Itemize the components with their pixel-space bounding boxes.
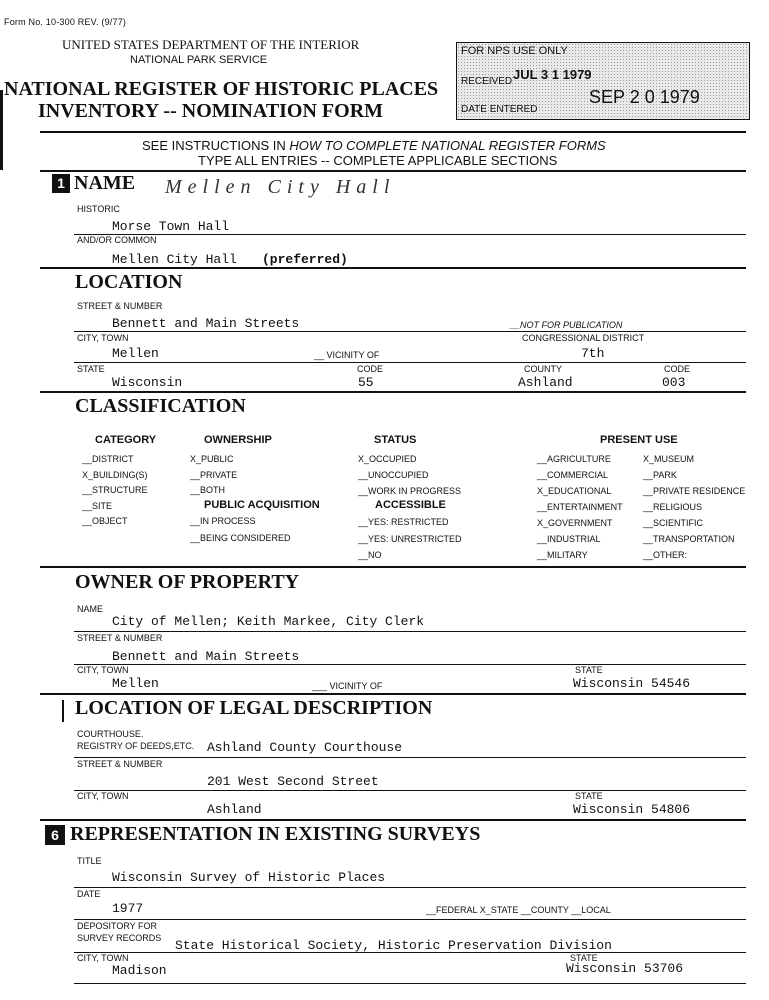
ownership-private: __PRIVATE: [190, 470, 238, 480]
survey-date-value: 1977: [112, 901, 144, 916]
category-object: __OBJECT: [82, 516, 128, 526]
service-name: NATIONAL PARK SERVICE: [130, 54, 268, 66]
field-line: [74, 887, 746, 888]
use-private-residence: __PRIVATE RESIDENCE: [643, 486, 746, 496]
category-heading: CATEGORY: [95, 434, 157, 446]
survey-title-value: Wisconsin Survey of Historic Places: [112, 870, 386, 885]
form-title-line1: NATIONAL REGISTER OF HISTORIC PLACES: [4, 78, 439, 100]
survey-city-value: Madison: [112, 963, 167, 978]
owner-name-label: NAME: [77, 604, 104, 614]
divider: [40, 391, 746, 393]
common-value: Mellen City Hall: [112, 252, 237, 267]
state-value: Wisconsin: [112, 375, 183, 390]
legal-street-value: 201 West Second Street: [207, 774, 379, 789]
accessible-heading: ACCESSIBLE: [375, 499, 446, 511]
section-title-surveys: REPRESENTATION IN EXISTING SURVEYS: [70, 823, 481, 845]
section-title-classification: CLASSIFICATION: [75, 395, 246, 417]
county-code-label: CODE: [664, 364, 691, 374]
acquisition-being-considered: __BEING CONSIDERED: [190, 533, 291, 543]
depository-value: State Historical Society, Historic Preservation Division: [175, 938, 612, 953]
owner-state-label: STATE: [575, 665, 603, 675]
left-edge-mark: [0, 90, 3, 170]
owner-street-label: STREET & NUMBER: [77, 633, 163, 643]
owner-street-value: Bennett and Main Streets: [112, 649, 300, 664]
congressional-district-value: 7th: [581, 346, 605, 361]
divider: [40, 819, 746, 821]
use-military: __MILITARY: [537, 550, 588, 560]
owner-state-value: Wisconsin 54546: [573, 676, 691, 691]
field-line: [74, 331, 746, 332]
field-line: [74, 919, 746, 920]
accessible-no: __NO: [358, 550, 382, 560]
state-code-value: 55: [358, 375, 374, 390]
category-site: __SITE: [82, 501, 113, 511]
category-structure: __STRUCTURE: [82, 485, 148, 495]
accessible-restricted: __YES: RESTRICTED: [358, 517, 449, 527]
field-line: [74, 757, 746, 758]
nps-box-title: FOR NPS USE ONLY: [461, 45, 568, 57]
field-line: [74, 952, 746, 953]
present-use-heading: PRESENT USE: [600, 434, 678, 446]
use-transportation: __TRANSPORTATION: [643, 534, 735, 544]
field-line: [74, 983, 746, 984]
historic-value: Morse Town Hall: [112, 219, 230, 234]
use-entertainment: __ENTERTAINMENT: [537, 502, 623, 512]
status-heading: STATUS: [374, 434, 417, 446]
ownership-public: X_PUBLIC: [190, 454, 234, 464]
form-number: Form No. 10-300 REV. (9/77): [4, 17, 127, 27]
acquisition-in-process: __IN PROCESS: [190, 516, 256, 526]
survey-date-label: DATE: [77, 889, 101, 899]
courthouse-label: COURTHOUSE.: [77, 729, 144, 739]
common-note: (preferred): [262, 252, 348, 267]
survey-title-label: TITLE: [77, 856, 102, 866]
section-number-badge: 6: [45, 825, 65, 845]
use-scientific: __SCIENTIFIC: [643, 518, 704, 528]
accessible-unrestricted: __YES: UNRESTRICTED: [358, 534, 462, 544]
street-value: Bennett and Main Streets: [112, 316, 300, 331]
received-stamp: JUL 3 1 1979: [513, 67, 592, 82]
legal-street-label: STREET & NUMBER: [77, 759, 163, 769]
department-name: UNITED STATES DEPARTMENT OF THE INTERIOR: [62, 37, 360, 52]
depository-label: DEPOSITORY FOR: [77, 921, 158, 931]
ownership-heading: OWNERSHIP: [204, 434, 272, 446]
form-title-line2: INVENTORY -- NOMINATION FORM: [38, 100, 384, 122]
courthouse-value: Ashland County Courthouse: [207, 740, 403, 755]
use-park: __PARK: [643, 470, 677, 480]
status-unoccupied: __UNOCCUPIED: [358, 470, 429, 480]
owner-vicinity-label: ___ VICINITY OF: [312, 681, 383, 691]
survey-state-label: STATE: [570, 953, 598, 963]
divider: [40, 693, 746, 695]
category-buildings: X_BUILDING(S): [82, 470, 148, 480]
category-district: __DISTRICT: [82, 454, 134, 464]
use-educational: X_EDUCATIONAL: [537, 486, 612, 496]
use-commercial: __COMMERCIAL: [537, 470, 609, 480]
divider: [40, 566, 746, 568]
congressional-district-label: CONGRESSIONAL DISTRICT: [522, 333, 645, 343]
survey-state-value: Wisconsin 53706: [566, 961, 684, 976]
divider: [40, 267, 746, 269]
common-label: AND/OR COMMON: [77, 235, 157, 245]
section-title-owner: OWNER OF PROPERTY: [75, 571, 300, 593]
field-line: [74, 790, 746, 791]
field-line: [74, 234, 746, 235]
section-title-location: LOCATION: [75, 271, 183, 293]
county-value: Ashland: [518, 375, 573, 390]
survey-records-label: SURVEY RECORDS: [77, 933, 162, 943]
owner-name-value: City of Mellen; Keith Markee, City Clerk: [112, 614, 425, 629]
city-value: Mellen: [112, 346, 159, 361]
street-label: STREET & NUMBER: [77, 301, 163, 311]
state-label: STATE: [77, 364, 105, 374]
owner-city-label: CITY, TOWN: [77, 665, 129, 675]
status-work-in-progress: __WORK IN PROGRESS: [358, 486, 462, 496]
vicinity-label: __ VICINITY OF: [314, 350, 380, 360]
legal-state-label: STATE: [575, 791, 603, 801]
section-number-badge: 1: [52, 174, 70, 193]
use-museum: X_MUSEUM: [643, 454, 695, 464]
instructions-line2: TYPE ALL ENTRIES -- COMPLETE APPLICABLE SECTIONS: [198, 153, 558, 168]
divider: [40, 131, 746, 133]
survey-levels: __FEDERAL X_STATE __COUNTY __LOCAL: [426, 905, 611, 915]
date-entered-stamp: SEP 2 0 1979: [589, 87, 700, 107]
city-label: CITY, TOWN: [77, 333, 129, 343]
handwritten-name: Mellen City Hall: [165, 176, 396, 198]
county-code-value: 003: [662, 375, 686, 390]
legal-city-value: Ashland: [207, 802, 262, 817]
owner-city-value: Mellen: [112, 676, 159, 691]
use-agriculture: __AGRICULTURE: [537, 454, 611, 464]
nps-use-box: [456, 42, 750, 120]
field-line: [74, 664, 746, 665]
section-title-name: NAME: [74, 172, 136, 194]
section-title-legal: LOCATION OF LEGAL DESCRIPTION: [75, 697, 433, 719]
margin-mark: [62, 700, 64, 722]
not-for-publication: __NOT FOR PUBLICATION: [510, 320, 623, 330]
divider: [40, 170, 746, 172]
legal-state-value: Wisconsin 54806: [573, 802, 691, 817]
state-code-label: CODE: [357, 364, 384, 374]
instructions-line1: SEE INSTRUCTIONS IN HOW TO COMPLETE NATIONAL REGISTER FORMS: [142, 138, 606, 153]
ownership-both: __BOTH: [190, 485, 226, 495]
use-government: X_GOVERNMENT: [537, 518, 613, 528]
acquisition-heading: PUBLIC ACQUISITION: [204, 499, 320, 511]
survey-city-label: CITY, TOWN: [77, 953, 129, 963]
use-religious: __RELIGIOUS: [643, 502, 703, 512]
field-line: [74, 631, 746, 632]
use-industrial: __INDUSTRIAL: [537, 534, 601, 544]
status-occupied: X_OCCUPIED: [358, 454, 417, 464]
use-other: __OTHER:: [643, 550, 688, 560]
historic-label: HISTORIC: [77, 204, 120, 214]
field-line: [74, 362, 746, 363]
registry-label: REGISTRY OF DEEDS,ETC.: [77, 741, 195, 751]
date-entered-label: DATE ENTERED: [461, 104, 538, 115]
received-label: RECEIVED: [461, 76, 513, 87]
legal-city-label: CITY, TOWN: [77, 791, 129, 801]
county-label: COUNTY: [524, 364, 562, 374]
